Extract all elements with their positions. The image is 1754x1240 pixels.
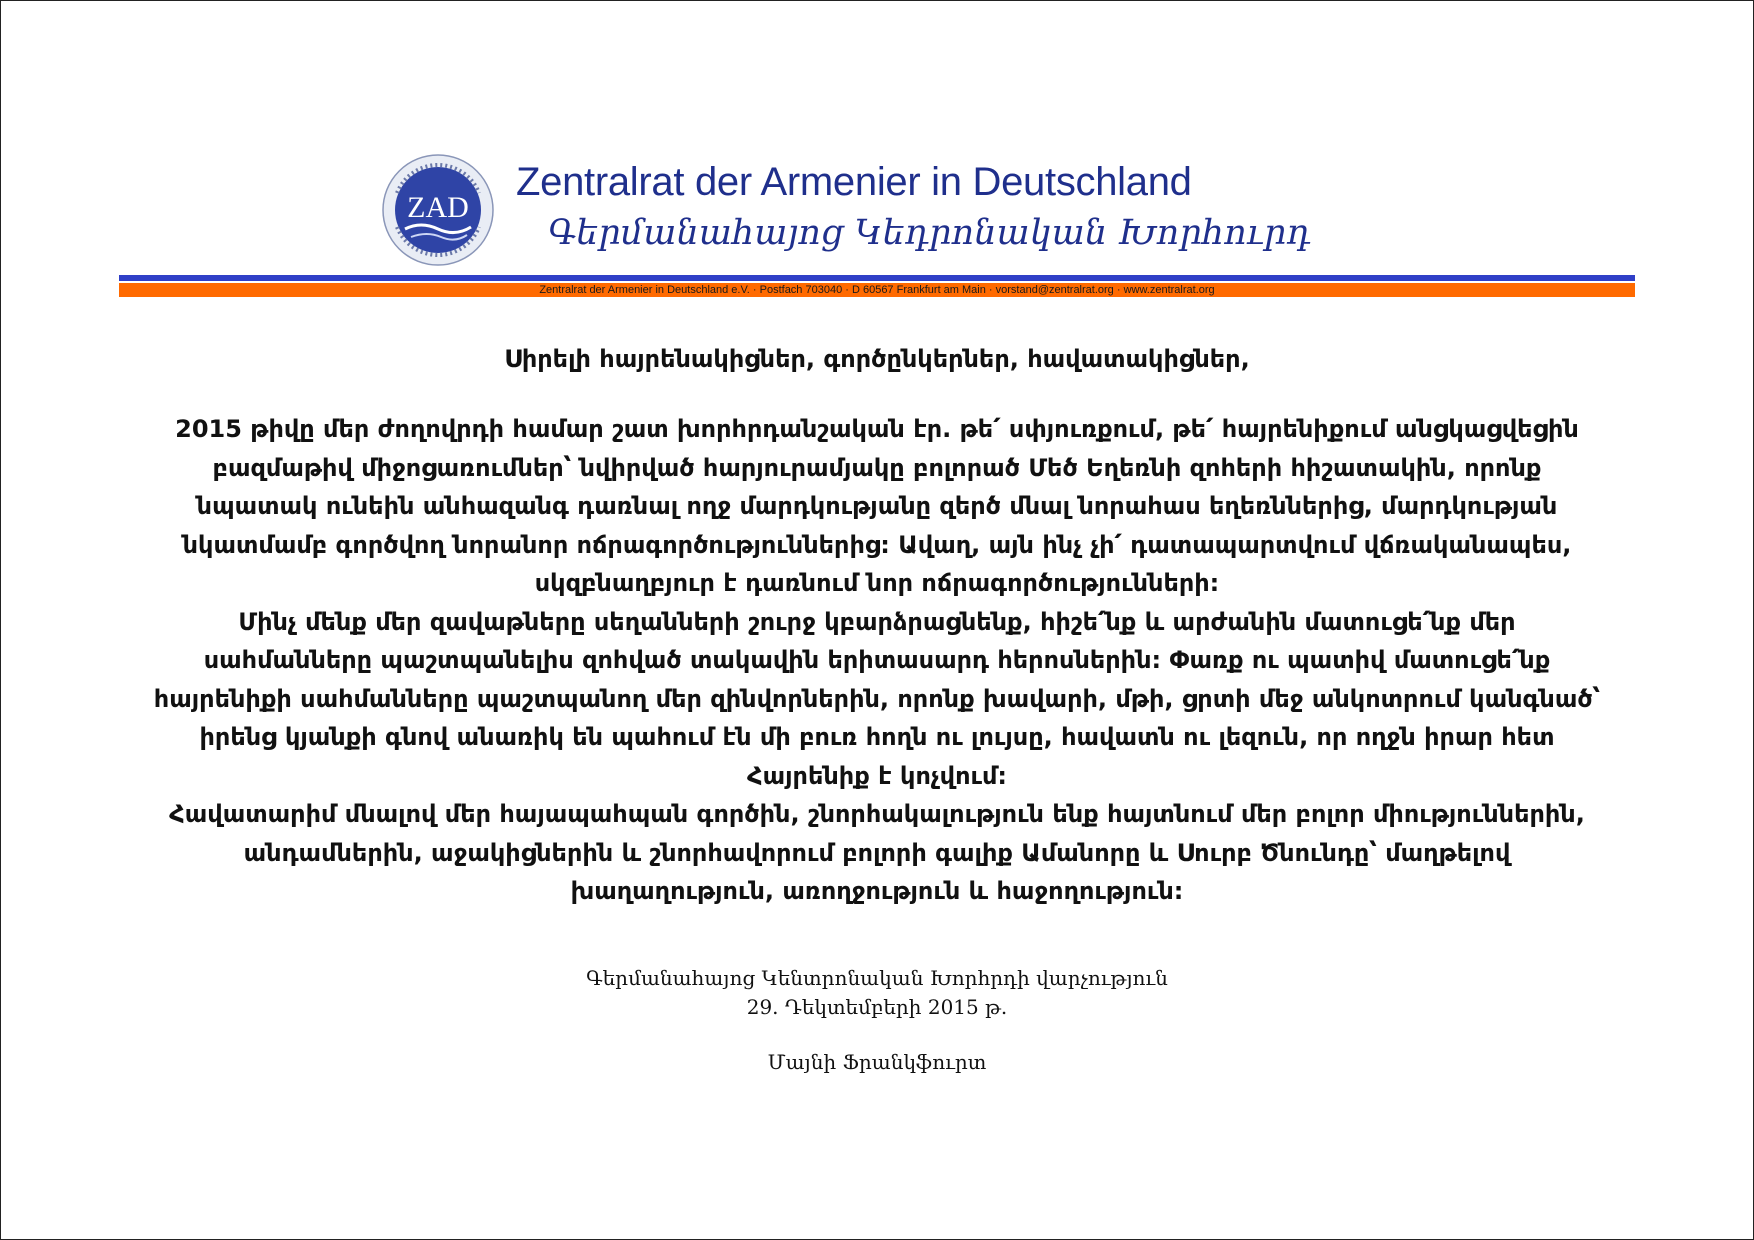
body-line: Մինչ մենք մեր զավաթները սեղանների շուրջ կբարձրացնենք, հիշե՛նք և արժանին մատուցե՛նք մեր	[238, 607, 1516, 636]
body-line: սկզբնաղբյուր է դառնում նոր ոճրագործությունների:	[534, 569, 1220, 597]
signature-place: Մայնի Ֆրանկֆուրտ	[767, 1050, 987, 1074]
body-line: նկատմամբ գործվող նորանոր ոճրագործություններից: Ավաղ, այն ինչ չի՛ դատապարտվում վճռականապես,	[182, 530, 1572, 559]
body-line: Հայրենիք է կոչվում:	[746, 761, 1008, 790]
body-line: խաղաղություն, առողջություն և հաջողություն:	[570, 877, 1184, 905]
letter-signature	[120, 964, 1634, 1077]
body-line: հայրենիքի սահմանները պաշտպանող մեր զինվորներին, որոնք խավարի, մթի, ցրտի մեջ անկոտրում կանգնած՝	[153, 684, 1601, 713]
org-name-german: Zentralrat der Armenier in Deutschland	[516, 160, 1192, 204]
signature-date: 29. Դեկտեմբերի 2015 թ.	[746, 995, 1008, 1019]
body-line: իրենց կյանքի գնով անառիկ են պահում էն մի բուռ հողն ու լույսը, հավատն ու լեզուն, որ ողջն իրար հետ	[199, 723, 1555, 751]
body-line: նպատակ ունեին անհազանգ դառնալ ողջ մարդկությանը զերծ մնալ նորահաս եղեռններից, մարդկության	[196, 492, 1558, 520]
body-line: սահմանները պաշտպանելիս զոհված տակավին երիտասարդ հերոսներին: Փառք ու պատիվ մատուցե՛նք	[203, 646, 1551, 674]
signature-sender: Գերմանահայոց Կենտրոնական Խորհրդի վարչություն	[586, 966, 1168, 990]
body-line: 2015 թիվը մեր ժողովրդի համար շատ խորհրդանշական էր. թե՛ սփյուռքում, թե՛ հայրենիքում անցկացվեցին	[175, 415, 1579, 443]
header-rule-blue	[119, 275, 1635, 281]
address-line: Zentralrat der Armenier in Deutschland e.V. · Postfach 703040 · D 60567 Frankfurt am Main · vorstand@zentralrat.org · www.zentralrat.org	[539, 284, 1215, 296]
body-line: անդամներին, աջակիցներին և շնորհավորում բոլորի գալիք Ամանորը և Սուրբ Ծնունդը՝ մաղթելով	[243, 838, 1511, 867]
body-line: Հավատարիմ մնալով մեր հայապահպան գործին, շնորհակալություն ենք հայտնում մեր բոլոր միություններին,	[169, 800, 1585, 828]
letter-salutation: Սիրելի հայրենակիցներ, գործընկերներ, հավատակիցներ,	[504, 345, 1250, 373]
org-name-armenian: Գերմանահայոց Կեդրոնական Խորհուրդ	[548, 213, 1311, 253]
logo-text: ZAD	[407, 191, 469, 224]
zad-logo	[381, 153, 495, 267]
body-line: բազմաթիվ միջոցառումներ՝ նվիրված հարյուրամյակը բոլորած Մեծ Եղեռնի զոհերի հիշատակին, որոնք	[212, 453, 1542, 482]
letter-body	[120, 410, 1634, 911]
